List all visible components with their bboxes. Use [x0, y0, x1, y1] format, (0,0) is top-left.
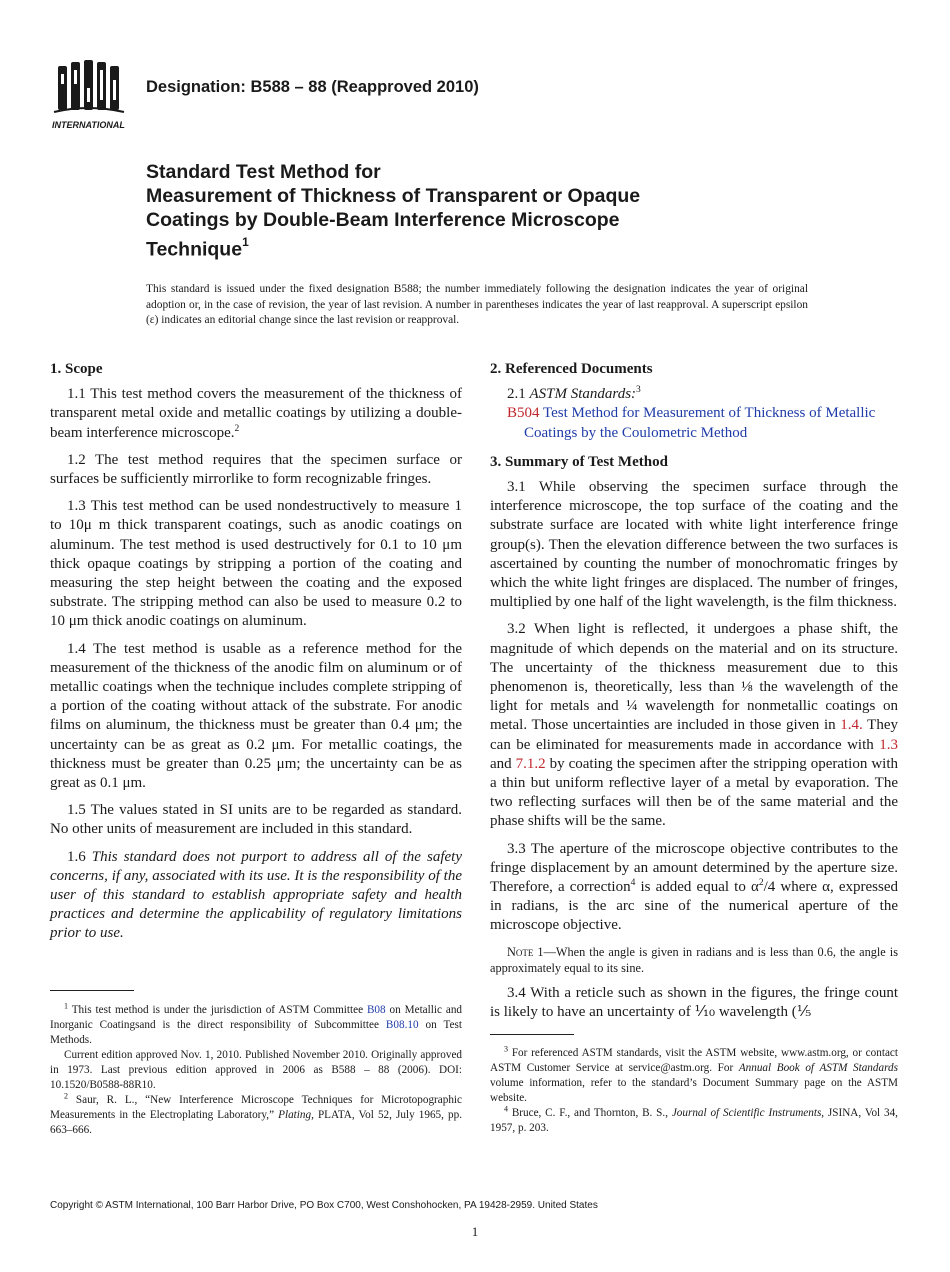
page-number: 1 [471, 1224, 479, 1239]
footnote-ref-2[interactable]: 2 [234, 423, 240, 434]
designation: Designation: B588 – 88 (Reapproved 2010) [146, 78, 479, 96]
footnote-rule-right [490, 1034, 574, 1035]
section-2-heading: 2. Referenced Documents [490, 361, 653, 377]
para-1-3: 1.3 This test method can be used nondestructively to measure 1 to 10μ m thick transparent coatings, such as anodic coatings on aluminum. The test method is used destructively for 0.1 to 10 μm thick opaque coatings by stripping a portion of the coating and measuring the step height between the coating and the exposed substrate. The stripping method can also be used to measure 0.2 to 10 μm thick anodic coatings on aluminum. [50, 498, 462, 630]
title-line-1: Standard Test Method for [146, 161, 381, 183]
para-1-1: 1.1 This test method covers the measurement of the thickness of transparent metal oxide and metallic coatings by utilizing a double-beam interference microscope.$^2$ [50, 386, 462, 441]
title-line-3: Coatings by Double-Beam Interference Microscope [146, 209, 620, 231]
left-column [50, 360, 462, 952]
logo-sub: INTERNATIONAL [52, 120, 125, 130]
astm-logo-icon [52, 60, 136, 132]
section-3-heading: 3. Summary of Test Method [490, 453, 668, 470]
right-column [490, 360, 898, 1030]
footnote-ref-4[interactable]: 4 [630, 878, 636, 889]
footnote-4: $^4$ Bruce, C. F., and Thornton, B. S., Journal of Scientific Instruments, JSINA, Vol 34, 1957, p. 203. [490, 1104, 898, 1134]
footnote-ref-3[interactable]: 3 [636, 385, 641, 396]
designation-notice: This standard is issued under the fixed designation B588; the number immediately following the designation indicates the year of original adoption or, in the case of revision, the year of last revision. A number in parentheses indicates the year of last reapproval. A superscript epsilon (ε) indicates an editorial change since the last revision or reapproval. [146, 283, 808, 327]
para-3-4: 3.4 With a reticle such as shown in the figures, the fringe count is likely to have an uncertainty of ⅒ wavelength (⅕ [490, 984, 898, 1020]
para-3-1: 3.1 While observing the specimen surface through the interference microscope, the top surface of the coating and the substrate surface are located with white light interference fringe group(s). Then the elevation difference between the two surfaces is ascertained by counting the number of monochromatic fringes by which the white light fringes are displaced. The number of fringes, multiplied by one half of the light wavelength, is the film thickness. [490, 479, 898, 611]
footnote-rule-left [50, 990, 134, 991]
title-line-2: Measurement of Thickness of Transparent or Opaque [146, 185, 641, 207]
link-b08-10[interactable]: B08.10 [385, 1019, 419, 1031]
link-1-3[interactable]: 1.3 [879, 736, 898, 753]
para-1-6: 1.6 This standard does not purport to address all of the safety concerns, if any, associated with its use. It is the responsibility of the user of this standard to establish appropriate safety and health practices and determine the applicability of regulatory limitations prior to use. [50, 848, 462, 942]
document-title [146, 160, 806, 262]
para-1-5: 1.5 The values stated in SI units are to be regarded as standard. No other units of measurement are included in this standard. [50, 802, 462, 838]
footnote-2: $^2$ Saur, R. L., “New Interference Microscope Techniques for Microtopographic Measurements in the Electroplating Laboratory,” Plating, PLATA, Vol 52, July 1965, pp. 663–666. [50, 1091, 462, 1136]
title-footnote-mark[interactable]: 1 [242, 235, 249, 249]
footnotes-right [490, 1046, 898, 1136]
para-1-2: 1.2 The test method requires that the specimen surface or surfaces be sufficiently mirrorlike to form recognizable fringes. [50, 451, 462, 488]
footnote-1: $^1$ This test method is under the jurisdiction of ASTM Committee B08 on Metallic and Inorganic Coatingsand is the direct responsibility of Subcommittee B08.10 on Test Methods. [50, 1001, 463, 1046]
para-1-4: 1.4 The test method is usable as a reference method for the measurement of the thickness of the anodic film on aluminum or of metallic coatings when the technique includes complete stripping of a portion of the coating without attack of the substrate. For anodic films on aluminum, the thickness must be greater than 0.4 μm; the uncertainty can be as great as 0.2 μm. For metallic coatings, the thickness must be greater than 0.25 μm; the uncertainty can be as great as 0.1 μm. [50, 640, 462, 792]
para-3-2: 3.2 When light is reflected, it undergoes a phase shift, the magnitude of which depends on the material and on its structure. The uncertainty of the thickness measurement due to this phenomenon is, theoretically, less than ⅛ the wavelength of the light for metals and ¼ wavelength for nonmetallic coatings on metal. Those uncertainties are included in those given in 1.4. They can be eliminated for measurements made in accordance with 1.3 and 7.1.2 by coating the specimen after the stripping operation with a thin but uniform reflective layer of a metal by evaporation. The two reflecting surfaces will then be of the same material and the phase shifts will be the same. [490, 621, 898, 830]
para-2-1: 2.1 ASTM Standards:$^3$ [507, 385, 641, 403]
copyright-line: Copyright © ASTM International, 100 Barr Harbor Drive, PO Box C700, West Conshohocken, PA 19428-2959. United States [50, 1200, 598, 1211]
footnote-3: $^3$ For referenced ASTM standards, visit the ASTM website, www.astm.org, or contact ASTM Customer Service at service@astm.org. For Annual Book of ASTM Standards volume information, refer to the standard’s Document Summary page on the ASTM website. [490, 1044, 898, 1104]
footnote-1-edition: Current edition approved Nov. 1, 2010. Published November 2010. Originally approved in 1973. Last previous edition approved in 2006 as B588 – 88 (2006). DOI: 10.1520/B0588-88R10. [50, 1049, 462, 1091]
note-1: Note 1—When the angle is given in radians and is less than 0.6, the angle is approximately equal to its sine. [490, 944, 898, 975]
link-1-4[interactable]: 1.4. [840, 717, 863, 734]
link-b08[interactable]: B08 [366, 1004, 386, 1016]
title-line-4: Technique [146, 238, 243, 261]
ref-title-link[interactable]: Test Method for Measurement of Thickness of Metallic Coatings by the Coulometric Method [524, 405, 876, 441]
para-3-3: 3.3 The aperture of the microscope objective contributes to the fringe displacement by an amount determined by the aperture size. Therefore, a correction$^4$ is added equal to $\alpha^2/4$ where α, expressed in radians, is the arc sine of the numerical aperture of the microscope objective. [490, 840, 899, 934]
link-7-1-2[interactable]: 7.1.2 [515, 755, 546, 772]
ref-code-link[interactable]: B504 [507, 405, 540, 422]
reference-b504 [507, 404, 898, 442]
section-1-heading: 1. Scope [50, 361, 103, 377]
footnotes-left [50, 1003, 462, 1138]
